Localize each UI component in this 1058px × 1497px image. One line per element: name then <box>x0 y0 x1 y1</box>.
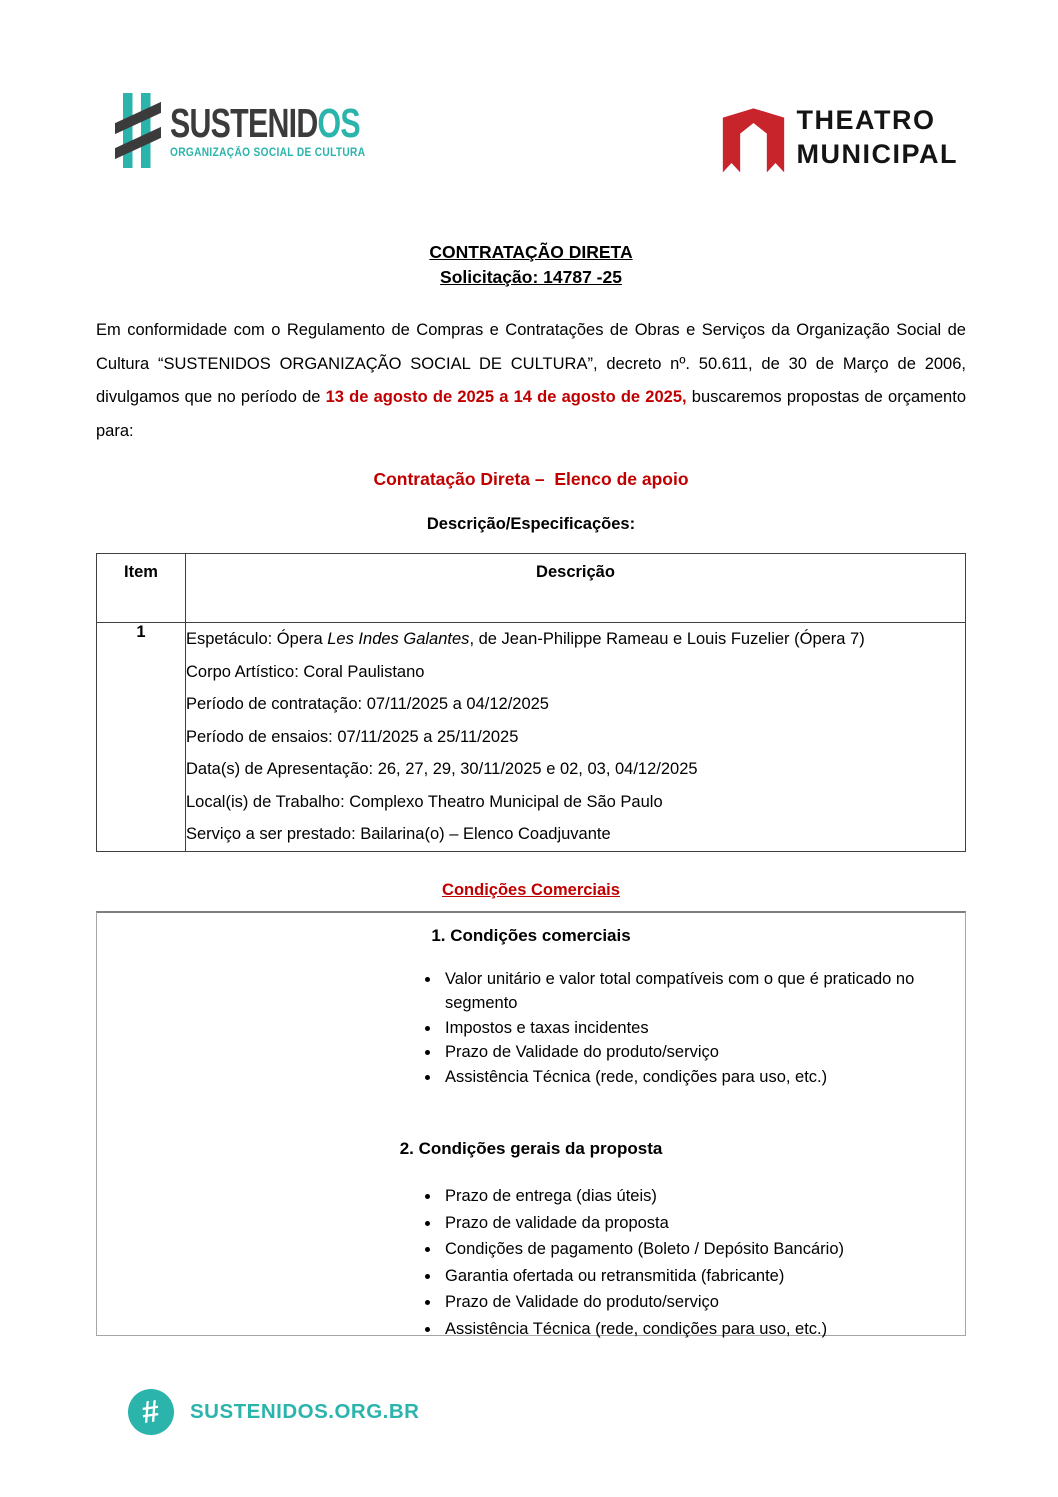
spec-line-local: Local(is) de Trabalho: Complexo Theatro Municipal de São Paulo <box>186 792 663 811</box>
sustenidos-logo <box>115 93 427 168</box>
list-item: • Assistência Técnica (rede, condições para uso, etc.) <box>441 1065 935 1090</box>
commercial-list-1 <box>415 967 935 1090</box>
sustenidos-name-teal: OS <box>317 100 360 146</box>
sustenidos-circle-hash-icon <box>128 1389 174 1435</box>
theatro-logo-text <box>797 103 959 171</box>
sustenidos-hash-icon <box>115 93 161 168</box>
list-item: • Condições de pagamento (Boleto / Depósito Bancário) <box>441 1236 935 1263</box>
hash-glyph: # <box>139 1392 162 1430</box>
spec-line-periodo-ensaios: Período de ensaios: 07/11/2025 a 25/11/2025 <box>186 727 519 746</box>
header-logos <box>115 93 958 175</box>
theatro-line2: MUNICIPAL <box>796 139 958 169</box>
document-body <box>96 240 966 1336</box>
commercial-heading-2: 2. Condições gerais da proposta <box>399 1139 663 1158</box>
list-item: • Prazo de entrega (dias úteis) <box>441 1183 935 1210</box>
sustenidos-subtitle: ORGANIZAÇÃO SOCIAL DE CULTURA <box>170 147 366 159</box>
spec-header-item: Item <box>97 554 186 623</box>
sustenidos-name <box>170 100 360 146</box>
list-item: • Valor unitário e valor total compatíveis com o que é praticado no segmento <box>441 967 935 1016</box>
commercial-list-2 <box>415 1183 935 1342</box>
sustenidos-logo-text <box>170 93 427 161</box>
spec-label: Descrição/Especificações: <box>426 515 636 533</box>
spec-table-row <box>97 623 966 852</box>
list-item: • Prazo de validade da proposta <box>441 1210 935 1237</box>
spec-description-cell <box>186 623 966 852</box>
spec-line-datas: Data(s) de Apresentação: 26, 27, 29, 30/11/2025 e 02, 03, 04/12/2025 <box>186 760 698 778</box>
spec-line1-opera-title: Les Indes Galantes <box>327 630 470 648</box>
list-item: • Garantia ofertada ou retransmitida (fabricante) <box>441 1263 935 1290</box>
theatro-arch-icon <box>720 103 787 175</box>
intro-date-highlight: 13 de agosto de 2025 a 14 de agosto de 2025, <box>325 388 687 406</box>
spec-line-periodo-contratacao: Período de contratação: 07/11/2025 a 04/12/2025 <box>186 695 549 713</box>
spec-item-number: 1 <box>97 623 186 852</box>
commercial-conditions-title <box>96 881 966 900</box>
spec-table-header-row <box>97 554 966 623</box>
theatro-line1: THEATRO <box>796 105 936 135</box>
spec-line-servico: Serviço a ser prestado: Bailarina(o) – Elenco Coadjuvante <box>186 825 611 843</box>
list-item: • Assistência Técnica (rede, condições para uso, etc.) <box>441 1316 935 1343</box>
title-line2: Solicitação: 14787 -25 <box>440 267 622 287</box>
list-item: • Impostos e taxas incidentes <box>441 1016 935 1041</box>
footer <box>128 1389 419 1435</box>
theatro-municipal-logo <box>720 103 959 175</box>
commercial-conditions-box <box>96 911 966 1336</box>
spec-line-espetaculo <box>186 623 965 656</box>
list-item: • Prazo de Validade do produto/serviço <box>441 1040 935 1065</box>
sustenidos-name-dark: SUSTENID <box>170 100 318 146</box>
spec-line1-post: , de Jean-Philippe Rameau e Louis Fuzelier (Ópera 7) <box>469 630 865 648</box>
spec-line-corpo: Corpo Artístico: Coral Paulistano <box>186 662 425 681</box>
title-line1: CONTRATAÇÃO DIRETA <box>429 242 633 262</box>
intro-text-after: buscaremos propostas de orçamento para: <box>96 388 966 440</box>
document-title <box>96 240 966 290</box>
intro-text-before: Em conformidade com o Regulamento de Compras e Contratações de Obras e Serviços da Organização Social de Cultura “SUSTENIDOS ORGANIZAÇÃO SOCIAL DE CULTURA”, decreto nº. 50.611, de 30 de Março de 2006, divulgamos que no período de <box>96 321 966 406</box>
spec-line1-pre: Espetáculo: Ópera <box>186 630 328 648</box>
list-item: • Prazo de Validade do produto/serviço <box>441 1289 935 1316</box>
footer-url: SUSTENIDOS.ORG.BR <box>190 1400 420 1423</box>
spec-table <box>96 553 966 852</box>
section-title: Contratação Direta – Elenco de apoio <box>373 469 689 489</box>
spec-header-desc: Descrição <box>186 554 966 623</box>
commercial-title-text: Condições Comerciais <box>442 880 620 899</box>
commercial-heading-1: 1. Condições comerciais <box>431 925 631 945</box>
intro-paragraph <box>96 314 966 448</box>
